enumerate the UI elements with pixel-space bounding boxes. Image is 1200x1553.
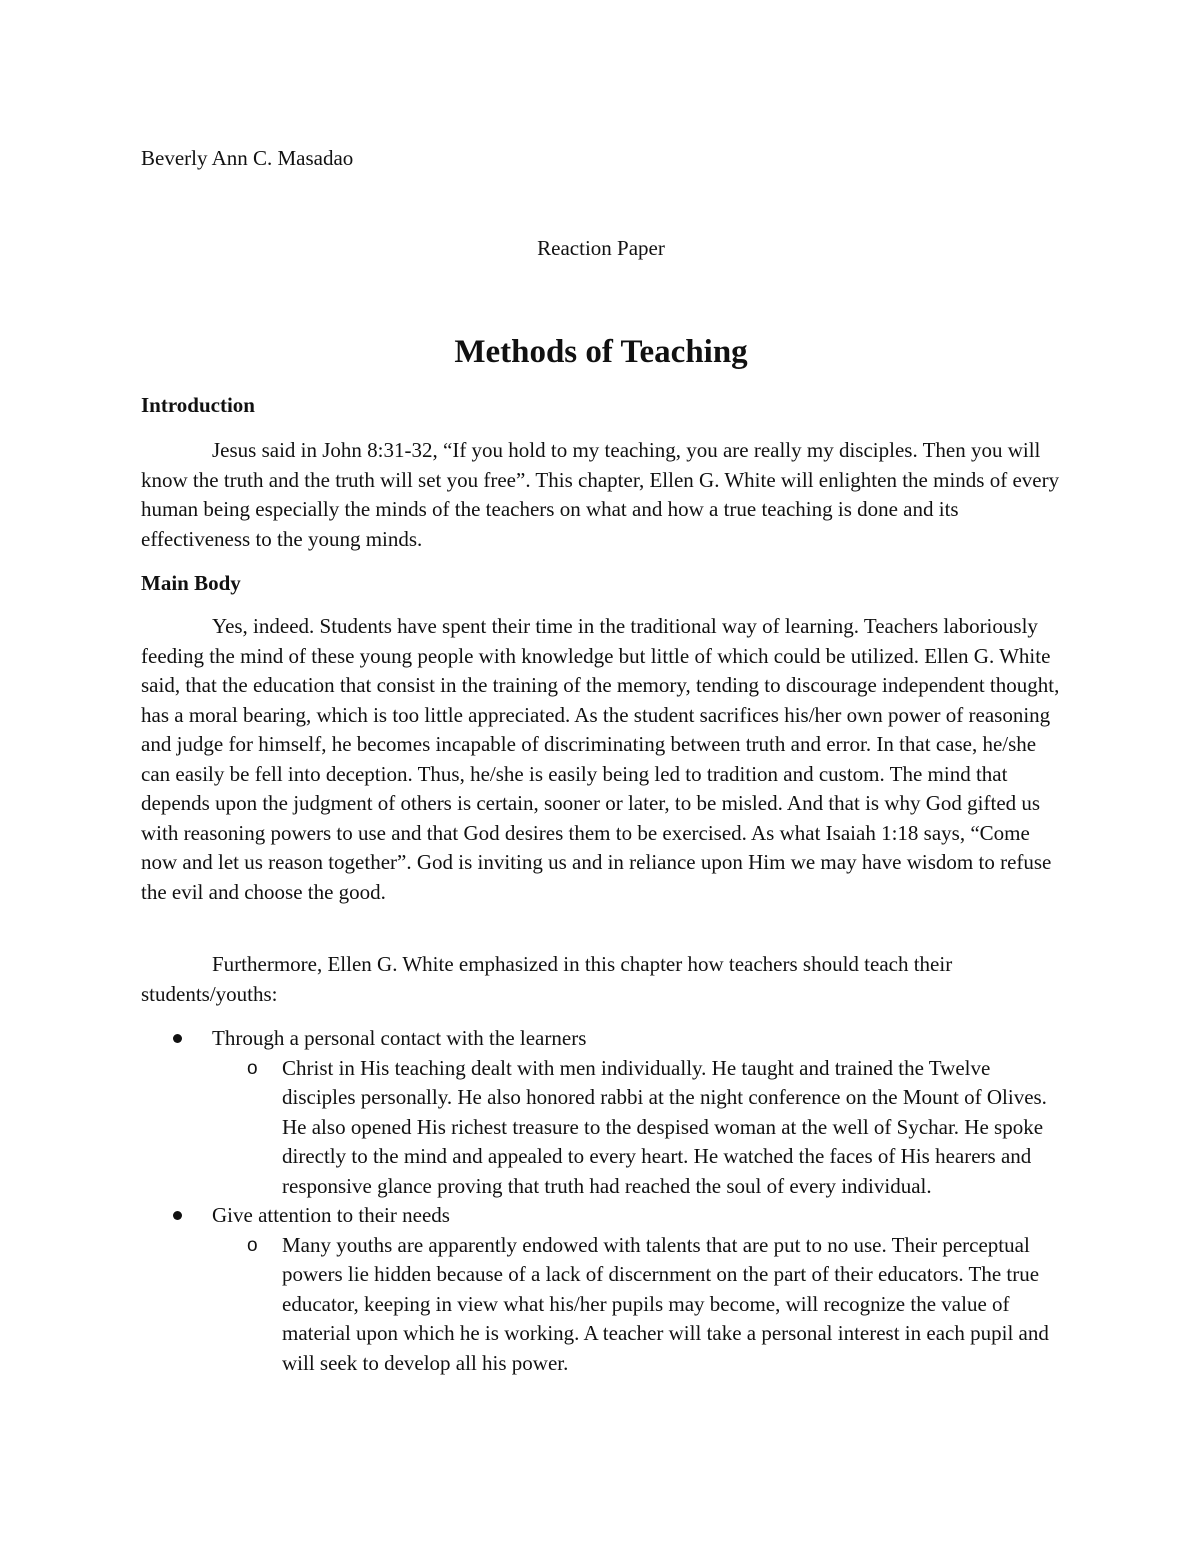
main-body-paragraph-2: Furthermore, Ellen G. White emphasized in this chapter how teachers should teach their students/youths: <box>141 952 953 1006</box>
list-item <box>141 1201 1061 1231</box>
sub-list-item-text: Many youths are apparently endowed with talents that are put to no use. Their perceptual powers lie hidden because of a lack of discernment on the part of their educators. The true educator, keeping in view what his/her pupils may become, will recognize the value of material upon which he is working. A teacher will take a personal interest in each pupil and will seek to develop all his power. <box>282 1232 1049 1375</box>
bullet-icon <box>173 1034 182 1043</box>
bullet-icon <box>173 1211 182 1220</box>
list-item-text: Through a personal contact with the learners <box>212 1026 587 1050</box>
main-body-paragraph-1: Yes, indeed. Students have spent their time in the traditional way of learning. Teachers laboriously feeding the mind of these young people with knowledge but little of which could be utilized. Ellen G. White said, that the education that consist in the training of the memory, tending to discourage independent thought, has a moral bearing, which is too little appreciated. As the student sacrifices his/her own power of reasoning and judge for himself, he becomes incapable of discriminating between truth and error. In that case, he/she can easily be fell into deception. Thus, he/she is easily being led to tradition and custom. The mind that depends upon the judgment of others is certain, sooner or later, to be misled. And that is why God gifted us with reasoning powers to use and that God desires them to be exercised. As what Isaiah 1:18 says, “Come now and let us reason together”. God is inviting us and in reliance upon Him we may have wisdom to refuse the evil and choose the good. <box>141 614 1060 904</box>
list-item <box>141 1024 1061 1054</box>
author-name: Beverly Ann C. Masadao <box>141 146 354 170</box>
introduction-heading: Introduction <box>141 393 255 417</box>
introduction-paragraph: Jesus said in John 8:31-32, “If you hold to my teaching, you are really my disciples. Then you will know the truth and the truth will set you free”. This chapter, Ellen G. White will enlighten the minds of every human being especially the minds of the teachers on what and how a true teaching is done and its effectiveness to the young minds. <box>141 438 1060 551</box>
list-item-text: Give attention to their needs <box>212 1203 450 1227</box>
sub-list-item-text: Christ in His teaching dealt with men individually. He taught and trained the Twelve disciples personally. He also honored rabbi at the night conference on the Mount of Olives. He also opened His richest treasure to the despised woman at the well of Sychar. He spoke directly to the mind and appealed to every heart. He watched the faces of His hearers and responsive glance proving that truth had reached the soul of every individual. <box>282 1055 1047 1198</box>
sub-bullet-icon: o <box>247 1057 258 1079</box>
sub-bullet-icon: o <box>247 1234 258 1256</box>
sub-list-item <box>141 1054 1061 1202</box>
methods-list <box>141 1024 1061 1378</box>
main-body-heading: Main Body <box>141 571 241 595</box>
document-subtitle: Reaction Paper <box>537 236 665 260</box>
sub-list-item <box>141 1231 1061 1379</box>
document-title: Methods of Teaching <box>454 334 748 370</box>
